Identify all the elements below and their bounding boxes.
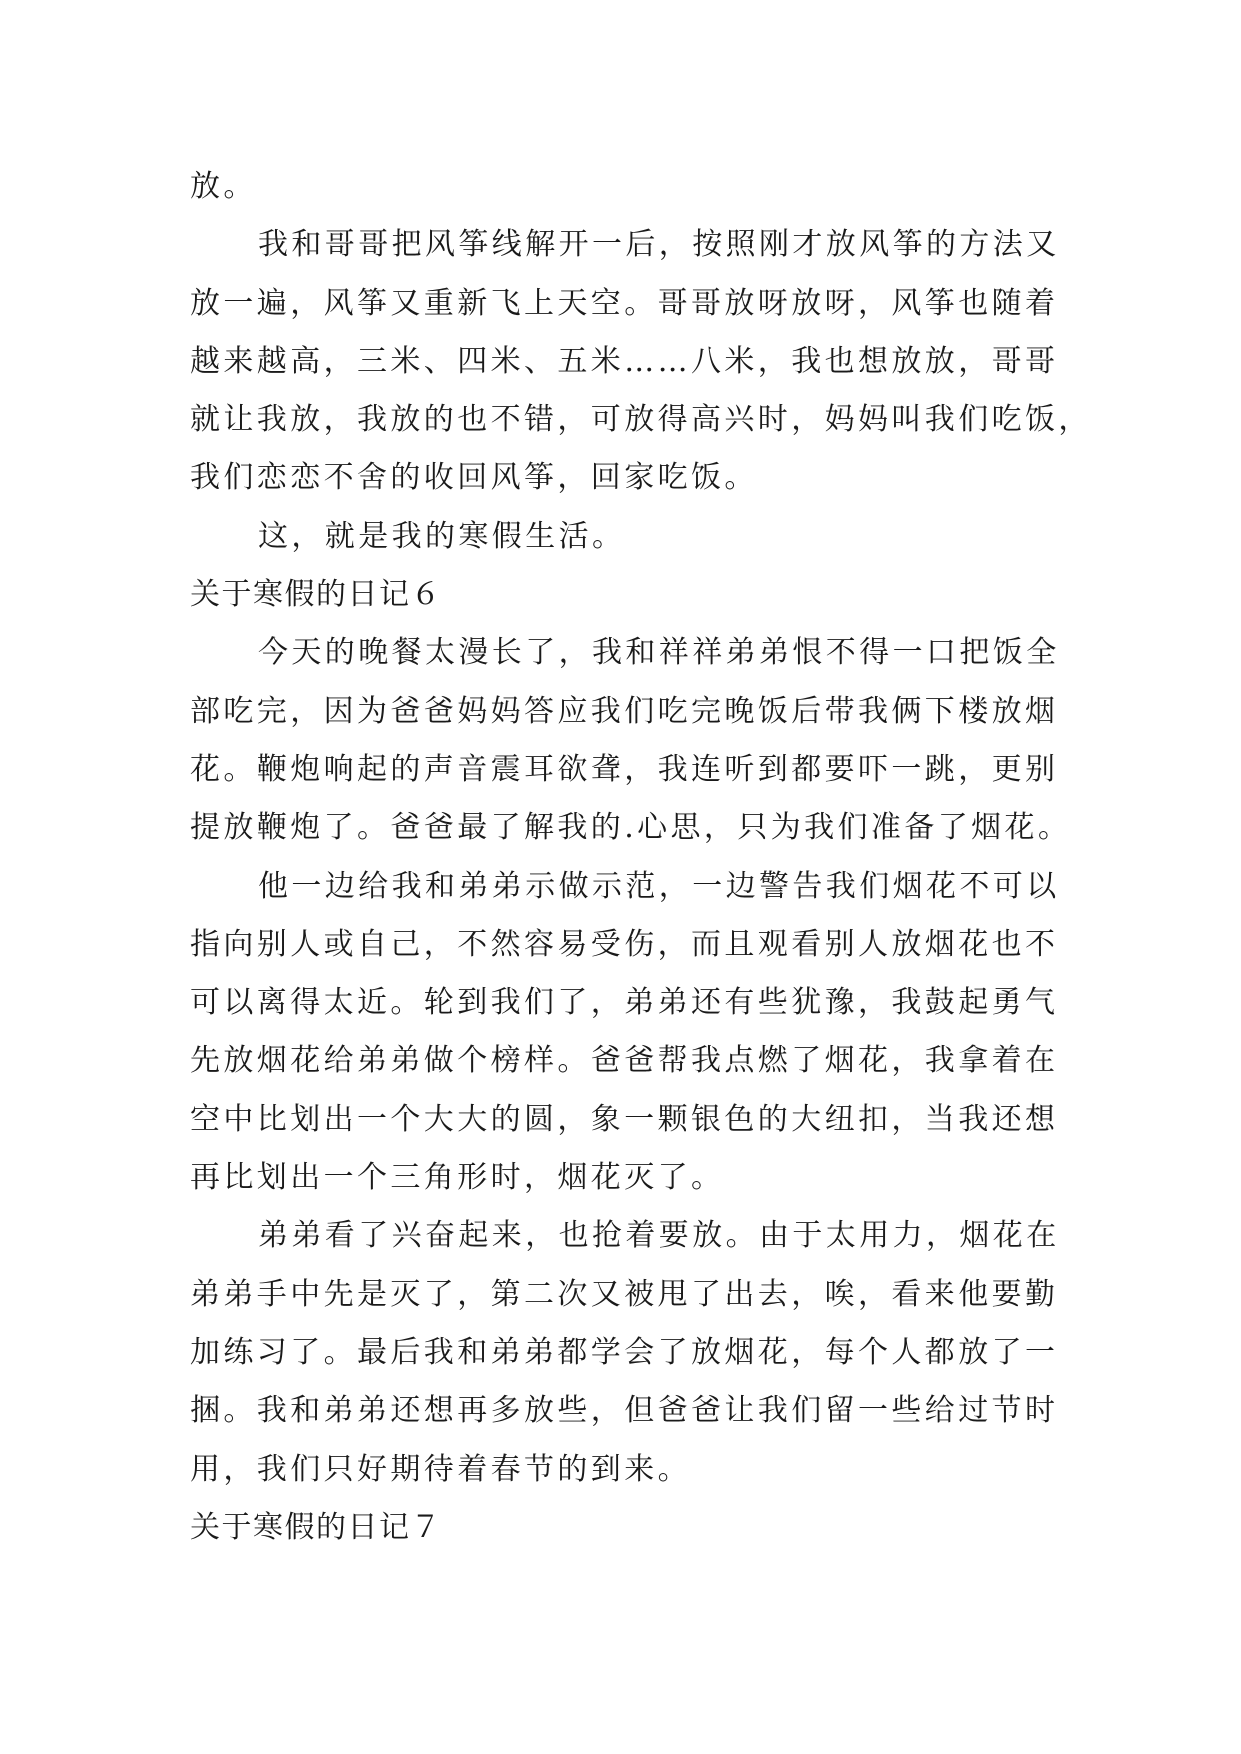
text-line: 先放烟花给弟弟做个榜样。爸爸帮我点燃了烟花，我拿着在 xyxy=(190,1043,1059,1079)
paragraph-start-line: 弟弟看了兴奋起来，也抢着要放。由于太用力，烟花在 xyxy=(258,1218,1060,1254)
paragraph-start-line: 今天的晚餐太漫长了，我和祥祥弟弟恨不得一口把饭全 xyxy=(258,635,1060,671)
text-line: 再比划出一个三角形时，烟花灭了。 xyxy=(190,1160,725,1196)
text-line: 就让我放，我放的也不错，可放得高兴时，妈妈叫我们吃饭， xyxy=(190,402,1092,438)
paragraph-start-line: 我和哥哥把风筝线解开一后，按照刚才放风筝的方法又 xyxy=(258,227,1060,263)
text-line: 指向别人或自己，不然容易受伤，而且观看别人放烟花也不 xyxy=(190,926,1059,962)
text-line: 加练习了。最后我和弟弟都学会了放烟花，每个人都放了一 xyxy=(190,1334,1059,1370)
text-line: 花。鞭炮响起的声音震耳欲聋，我连听到都要吓一跳，更别 xyxy=(190,751,1059,787)
paragraph-start-line: 这，就是我的寒假生活。 xyxy=(258,518,626,554)
text-line: 弟弟手中先是灭了，第二次又被甩了出去，唉，看来他要勤 xyxy=(190,1276,1059,1312)
text-line: 放一遍，风筝又重新飞上天空。哥哥放呀放呀，风筝也随着 xyxy=(190,285,1059,321)
text-line: 用，我们只好期待着春节的到来。 xyxy=(190,1451,691,1487)
section-heading: 关于寒假的日记６ xyxy=(190,577,442,613)
section-heading: 关于寒假的日记７ xyxy=(190,1509,442,1545)
text-line: 可以离得太近。轮到我们了，弟弟还有些犹豫，我鼓起勇气 xyxy=(190,985,1059,1021)
text-line: 我们恋恋不舍的收回风筝，回家吃饭。 xyxy=(190,460,758,496)
text-line: 放。 xyxy=(190,169,257,204)
paragraph-start-line: 他一边给我和弟弟示做示范，一边警告我们烟花不可以 xyxy=(258,868,1060,904)
text-line: 捆。我和弟弟还想再多放些，但爸爸让我们留一些给过节时 xyxy=(190,1393,1059,1429)
text-line: 部吃完，因为爸爸妈妈答应我们吃完晚饭后带我俩下楼放烟 xyxy=(190,693,1059,729)
document-body xyxy=(190,158,1092,1557)
text-line: 提放鞭炮了。爸爸最了解我的.心思，只为我们准备了烟花。 xyxy=(190,810,1072,846)
text-line: 空中比划出一个大大的圆，象一颗银色的大纽扣，当我还想 xyxy=(190,1101,1059,1137)
text-line: 越来越高，三米、四米、五米……八米，我也想放放，哥哥 xyxy=(190,343,1059,379)
